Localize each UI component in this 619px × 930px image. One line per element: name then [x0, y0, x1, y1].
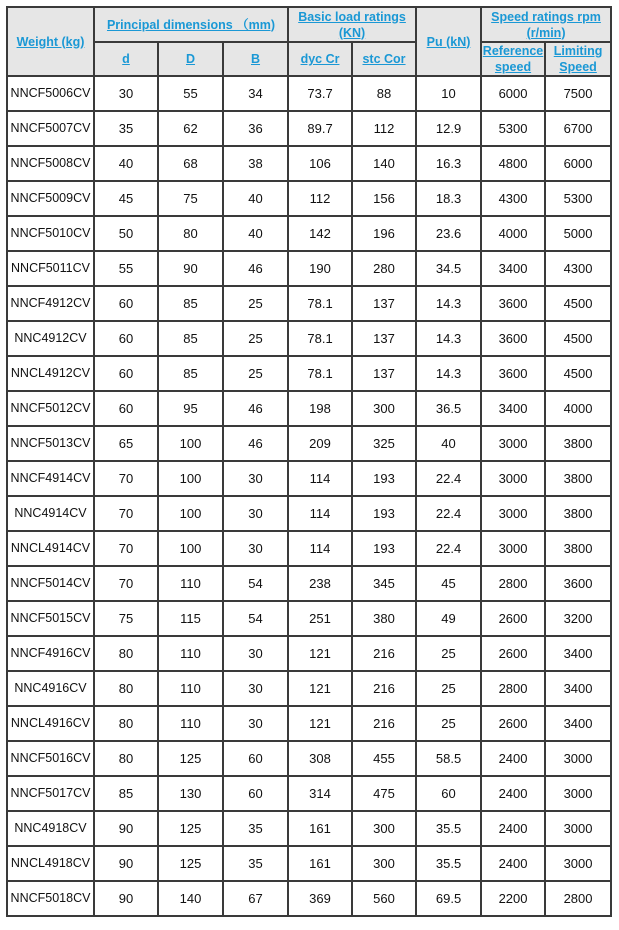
cell-D: 85 [158, 321, 223, 356]
cell-reference-speed: 2600 [481, 636, 545, 671]
header-principal-dimensions[interactable]: Principal dimensions （mm) [94, 7, 288, 42]
cell-limiting-speed: 4300 [545, 251, 611, 286]
table-row [7, 496, 611, 531]
cell-model: NNCF5007CV [7, 111, 94, 146]
cell-reference-speed: 3000 [481, 531, 545, 566]
cell-pu: 34.5 [416, 251, 481, 286]
cell-dyc-cr: 369 [288, 881, 352, 916]
cell-dyc-cr: 78.1 [288, 321, 352, 356]
cell-dyc-cr: 114 [288, 496, 352, 531]
cell-D: 80 [158, 216, 223, 251]
cell-dyc-cr: 106 [288, 146, 352, 181]
cell-d: 60 [94, 356, 158, 391]
cell-model: NNCF5014CV [7, 566, 94, 601]
table-row [7, 146, 611, 181]
cell-pu: 60 [416, 776, 481, 811]
cell-model: NNCF5015CV [7, 601, 94, 636]
header-speed-ratings[interactable]: Speed ratings rpm (r/min) [481, 7, 611, 42]
cell-dyc-cr: 89.7 [288, 111, 352, 146]
cell-dyc-cr: 114 [288, 461, 352, 496]
cell-dyc-cr: 73.7 [288, 76, 352, 111]
cell-limiting-speed: 3600 [545, 566, 611, 601]
cell-limiting-speed: 6000 [545, 146, 611, 181]
cell-dyc-cr: 142 [288, 216, 352, 251]
table-row [7, 636, 611, 671]
cell-limiting-speed: 3800 [545, 496, 611, 531]
table-row [7, 426, 611, 461]
cell-stc-cor: 193 [352, 496, 416, 531]
cell-stc-cor: 193 [352, 461, 416, 496]
cell-D: 110 [158, 636, 223, 671]
cell-d: 70 [94, 531, 158, 566]
cell-pu: 18.3 [416, 181, 481, 216]
cell-d: 90 [94, 881, 158, 916]
cell-d: 45 [94, 181, 158, 216]
cell-reference-speed: 2400 [481, 776, 545, 811]
cell-d: 70 [94, 566, 158, 601]
cell-d: 40 [94, 146, 158, 181]
cell-d: 70 [94, 461, 158, 496]
cell-model: NNCF5006CV [7, 76, 94, 111]
header-stc-cor[interactable]: stc Cor [352, 42, 416, 76]
cell-reference-speed: 2400 [481, 846, 545, 881]
cell-stc-cor: 325 [352, 426, 416, 461]
cell-B: 46 [223, 251, 288, 286]
cell-D: 85 [158, 286, 223, 321]
cell-reference-speed: 2600 [481, 601, 545, 636]
cell-stc-cor: 196 [352, 216, 416, 251]
table-row [7, 216, 611, 251]
cell-reference-speed: 2400 [481, 741, 545, 776]
cell-model: NNCF4916CV [7, 636, 94, 671]
cell-model: NNCL4914CV [7, 531, 94, 566]
cell-pu: 22.4 [416, 531, 481, 566]
cell-reference-speed: 3600 [481, 321, 545, 356]
cell-D: 125 [158, 846, 223, 881]
cell-reference-speed: 4300 [481, 181, 545, 216]
cell-limiting-speed: 4500 [545, 321, 611, 356]
cell-model: NNCF5011CV [7, 251, 94, 286]
cell-stc-cor: 300 [352, 846, 416, 881]
cell-dyc-cr: 314 [288, 776, 352, 811]
cell-B: 30 [223, 706, 288, 741]
cell-dyc-cr: 308 [288, 741, 352, 776]
cell-pu: 25 [416, 706, 481, 741]
cell-pu: 12.9 [416, 111, 481, 146]
cell-model: NNCF5008CV [7, 146, 94, 181]
cell-pu: 14.3 [416, 286, 481, 321]
cell-stc-cor: 140 [352, 146, 416, 181]
cell-stc-cor: 380 [352, 601, 416, 636]
cell-reference-speed: 3400 [481, 251, 545, 286]
cell-B: 40 [223, 181, 288, 216]
cell-limiting-speed: 3800 [545, 461, 611, 496]
cell-model: NNCL4912CV [7, 356, 94, 391]
cell-stc-cor: 345 [352, 566, 416, 601]
cell-limiting-speed: 3000 [545, 741, 611, 776]
cell-B: 60 [223, 776, 288, 811]
cell-limiting-speed: 3400 [545, 706, 611, 741]
cell-reference-speed: 2800 [481, 566, 545, 601]
cell-d: 75 [94, 601, 158, 636]
table-row [7, 76, 611, 111]
bearing-spec-table [6, 6, 612, 917]
cell-d: 70 [94, 496, 158, 531]
cell-pu: 58.5 [416, 741, 481, 776]
cell-limiting-speed: 3000 [545, 776, 611, 811]
cell-d: 80 [94, 741, 158, 776]
cell-dyc-cr: 121 [288, 671, 352, 706]
cell-reference-speed: 3400 [481, 391, 545, 426]
cell-stc-cor: 216 [352, 706, 416, 741]
cell-limiting-speed: 4000 [545, 391, 611, 426]
cell-reference-speed: 6000 [481, 76, 545, 111]
cell-d: 80 [94, 636, 158, 671]
table-row [7, 776, 611, 811]
cell-limiting-speed: 3800 [545, 426, 611, 461]
cell-B: 46 [223, 426, 288, 461]
cell-D: 125 [158, 811, 223, 846]
header-weight[interactable]: Weight (kg) [7, 7, 94, 76]
cell-stc-cor: 88 [352, 76, 416, 111]
cell-B: 54 [223, 566, 288, 601]
cell-d: 50 [94, 216, 158, 251]
cell-model: NNCF5016CV [7, 741, 94, 776]
cell-stc-cor: 475 [352, 776, 416, 811]
cell-d: 60 [94, 391, 158, 426]
cell-dyc-cr: 161 [288, 846, 352, 881]
table-row [7, 181, 611, 216]
cell-limiting-speed: 3800 [545, 531, 611, 566]
cell-dyc-cr: 161 [288, 811, 352, 846]
cell-model: NNCF5018CV [7, 881, 94, 916]
table-row [7, 321, 611, 356]
cell-stc-cor: 216 [352, 636, 416, 671]
cell-d: 90 [94, 811, 158, 846]
cell-D: 115 [158, 601, 223, 636]
cell-dyc-cr: 198 [288, 391, 352, 426]
cell-pu: 35.5 [416, 846, 481, 881]
cell-D: 100 [158, 461, 223, 496]
cell-B: 60 [223, 741, 288, 776]
cell-D: 110 [158, 706, 223, 741]
table-row [7, 671, 611, 706]
cell-pu: 36.5 [416, 391, 481, 426]
cell-D: 95 [158, 391, 223, 426]
cell-d: 65 [94, 426, 158, 461]
cell-B: 25 [223, 356, 288, 391]
table-row [7, 356, 611, 391]
cell-D: 68 [158, 146, 223, 181]
table-header [7, 7, 611, 76]
cell-dyc-cr: 114 [288, 531, 352, 566]
cell-model: NNC4914CV [7, 496, 94, 531]
cell-model: NNC4916CV [7, 671, 94, 706]
cell-model: NNCF4914CV [7, 461, 94, 496]
cell-stc-cor: 560 [352, 881, 416, 916]
cell-limiting-speed: 3000 [545, 811, 611, 846]
cell-limiting-speed: 2800 [545, 881, 611, 916]
cell-D: 130 [158, 776, 223, 811]
cell-D: 75 [158, 181, 223, 216]
cell-d: 80 [94, 671, 158, 706]
cell-reference-speed: 2600 [481, 706, 545, 741]
table-row [7, 251, 611, 286]
cell-B: 67 [223, 881, 288, 916]
header-dyc-cr[interactable]: dyc Cr [288, 42, 352, 76]
table-row [7, 566, 611, 601]
cell-pu: 16.3 [416, 146, 481, 181]
cell-model: NNCF5013CV [7, 426, 94, 461]
cell-dyc-cr: 78.1 [288, 356, 352, 391]
cell-D: 85 [158, 356, 223, 391]
cell-model: NNCF5017CV [7, 776, 94, 811]
cell-B: 35 [223, 811, 288, 846]
cell-B: 30 [223, 461, 288, 496]
table-body [7, 76, 611, 916]
cell-d: 85 [94, 776, 158, 811]
cell-B: 30 [223, 671, 288, 706]
cell-D: 62 [158, 111, 223, 146]
cell-stc-cor: 280 [352, 251, 416, 286]
cell-d: 30 [94, 76, 158, 111]
cell-B: 40 [223, 216, 288, 251]
cell-pu: 49 [416, 601, 481, 636]
cell-pu: 25 [416, 671, 481, 706]
cell-limiting-speed: 3400 [545, 636, 611, 671]
cell-dyc-cr: 112 [288, 181, 352, 216]
cell-limiting-speed: 5300 [545, 181, 611, 216]
cell-reference-speed: 4800 [481, 146, 545, 181]
table-row [7, 741, 611, 776]
cell-model: NNCF5012CV [7, 391, 94, 426]
cell-reference-speed: 5300 [481, 111, 545, 146]
bearing-spec-table-container [6, 6, 612, 917]
cell-B: 54 [223, 601, 288, 636]
cell-D: 100 [158, 426, 223, 461]
cell-pu: 25 [416, 636, 481, 671]
cell-reference-speed: 3600 [481, 286, 545, 321]
cell-limiting-speed: 5000 [545, 216, 611, 251]
cell-B: 38 [223, 146, 288, 181]
cell-pu: 10 [416, 76, 481, 111]
table-row [7, 706, 611, 741]
cell-dyc-cr: 190 [288, 251, 352, 286]
cell-B: 30 [223, 636, 288, 671]
cell-limiting-speed: 6700 [545, 111, 611, 146]
header-reference-speed[interactable]: Reference speed [482, 44, 544, 74]
cell-stc-cor: 300 [352, 391, 416, 426]
cell-pu: 22.4 [416, 496, 481, 531]
cell-reference-speed: 3600 [481, 356, 545, 391]
table-row [7, 286, 611, 321]
cell-pu: 40 [416, 426, 481, 461]
cell-reference-speed: 3000 [481, 496, 545, 531]
cell-d: 55 [94, 251, 158, 286]
cell-pu: 35.5 [416, 811, 481, 846]
header-D[interactable]: D [158, 42, 223, 76]
cell-B: 35 [223, 846, 288, 881]
cell-reference-speed: 3000 [481, 426, 545, 461]
cell-limiting-speed: 4500 [545, 286, 611, 321]
cell-model: NNCL4918CV [7, 846, 94, 881]
cell-D: 100 [158, 531, 223, 566]
cell-stc-cor: 137 [352, 286, 416, 321]
cell-B: 46 [223, 391, 288, 426]
cell-D: 100 [158, 496, 223, 531]
cell-B: 34 [223, 76, 288, 111]
cell-reference-speed: 2800 [481, 671, 545, 706]
cell-dyc-cr: 251 [288, 601, 352, 636]
table-row [7, 461, 611, 496]
cell-D: 90 [158, 251, 223, 286]
cell-reference-speed: 3000 [481, 461, 545, 496]
cell-stc-cor: 156 [352, 181, 416, 216]
table-row [7, 846, 611, 881]
cell-D: 110 [158, 671, 223, 706]
header-basic-load-ratings[interactable]: Basic load ratings (KN) [288, 7, 416, 42]
cell-d: 90 [94, 846, 158, 881]
cell-model: NNC4912CV [7, 321, 94, 356]
cell-reference-speed: 2400 [481, 811, 545, 846]
cell-model: NNCF5010CV [7, 216, 94, 251]
cell-limiting-speed: 3400 [545, 671, 611, 706]
cell-pu: 23.6 [416, 216, 481, 251]
cell-limiting-speed: 3000 [545, 846, 611, 881]
table-row [7, 531, 611, 566]
cell-dyc-cr: 78.1 [288, 286, 352, 321]
cell-stc-cor: 216 [352, 671, 416, 706]
cell-D: 125 [158, 741, 223, 776]
cell-stc-cor: 193 [352, 531, 416, 566]
cell-dyc-cr: 121 [288, 706, 352, 741]
cell-limiting-speed: 7500 [545, 76, 611, 111]
table-row [7, 601, 611, 636]
cell-stc-cor: 137 [352, 356, 416, 391]
cell-stc-cor: 137 [352, 321, 416, 356]
cell-model: NNCF4912CV [7, 286, 94, 321]
cell-D: 55 [158, 76, 223, 111]
table-row [7, 111, 611, 146]
header-B[interactable]: B [223, 42, 288, 76]
cell-dyc-cr: 209 [288, 426, 352, 461]
cell-d: 35 [94, 111, 158, 146]
cell-B: 30 [223, 531, 288, 566]
cell-B: 25 [223, 321, 288, 356]
table-row [7, 881, 611, 916]
cell-pu: 14.3 [416, 321, 481, 356]
cell-model: NNCL4916CV [7, 706, 94, 741]
cell-dyc-cr: 121 [288, 636, 352, 671]
cell-stc-cor: 455 [352, 741, 416, 776]
cell-B: 36 [223, 111, 288, 146]
cell-limiting-speed: 4500 [545, 356, 611, 391]
cell-B: 25 [223, 286, 288, 321]
cell-B: 30 [223, 496, 288, 531]
table-row [7, 391, 611, 426]
cell-d: 60 [94, 286, 158, 321]
cell-d: 80 [94, 706, 158, 741]
header-d[interactable]: d [94, 42, 158, 76]
cell-D: 140 [158, 881, 223, 916]
header-limiting-speed[interactable]: Limiting Speed [545, 42, 611, 76]
cell-pu: 45 [416, 566, 481, 601]
cell-pu: 14.3 [416, 356, 481, 391]
cell-pu: 69.5 [416, 881, 481, 916]
cell-model: NNCF5009CV [7, 181, 94, 216]
cell-D: 110 [158, 566, 223, 601]
cell-limiting-speed: 3200 [545, 601, 611, 636]
cell-model: NNC4918CV [7, 811, 94, 846]
table-row [7, 811, 611, 846]
cell-stc-cor: 112 [352, 111, 416, 146]
cell-reference-speed: 4000 [481, 216, 545, 251]
header-pu[interactable]: Pu (kN) [416, 7, 481, 76]
cell-d: 60 [94, 321, 158, 356]
cell-pu: 22.4 [416, 461, 481, 496]
cell-reference-speed: 2200 [481, 881, 545, 916]
cell-stc-cor: 300 [352, 811, 416, 846]
cell-dyc-cr: 238 [288, 566, 352, 601]
